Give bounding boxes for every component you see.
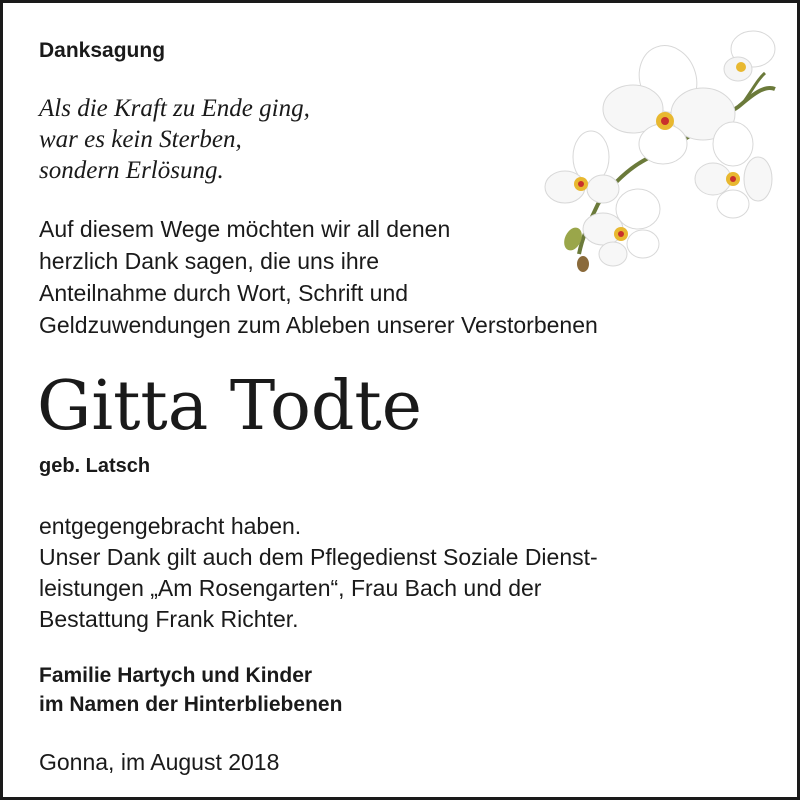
place-date: Gonna, im August 2018	[39, 749, 280, 775]
deceased-name: Gitta Todte	[37, 367, 422, 446]
birth-name: geb. Latsch	[39, 455, 151, 477]
intro-line: herzlich Dank sagen, die uns ihre	[39, 248, 380, 274]
intro-text	[39, 213, 598, 341]
signature	[39, 661, 342, 719]
intro-line: Anteilnahme durch Wort, Schrift und	[39, 280, 409, 306]
signature-line: im Namen der Hinterbliebenen	[39, 693, 343, 716]
thanks-line: Bestattung Frank Richter.	[39, 606, 299, 632]
thanks-line: entgegengebracht haben.	[39, 513, 302, 539]
orchid-flower-top	[724, 31, 775, 81]
intro-line: Auf diesem Wege möchten wir all denen	[39, 216, 451, 242]
intro-line: Geldzuwendungen zum Ableben unserer Verstorbenen	[39, 312, 598, 338]
thanks-line: Unser Dank gilt auch dem Pflegedienst Soziale Dienst-	[39, 544, 598, 570]
orchid-flower-left	[545, 131, 619, 203]
quote-line: war es kein Sterben,	[39, 126, 242, 153]
notice-heading: Danksagung	[39, 39, 166, 62]
memorial-quote	[39, 93, 310, 186]
quote-line: Als die Kraft zu Ende ging,	[39, 95, 310, 122]
thanks-text	[39, 511, 598, 635]
quote-line: sondern Erlösung.	[39, 157, 224, 184]
signature-line: Familie Hartych und Kinder	[39, 664, 313, 687]
thanks-line: leistungen „Am Rosengarten“, Frau Bach und der	[39, 575, 542, 601]
